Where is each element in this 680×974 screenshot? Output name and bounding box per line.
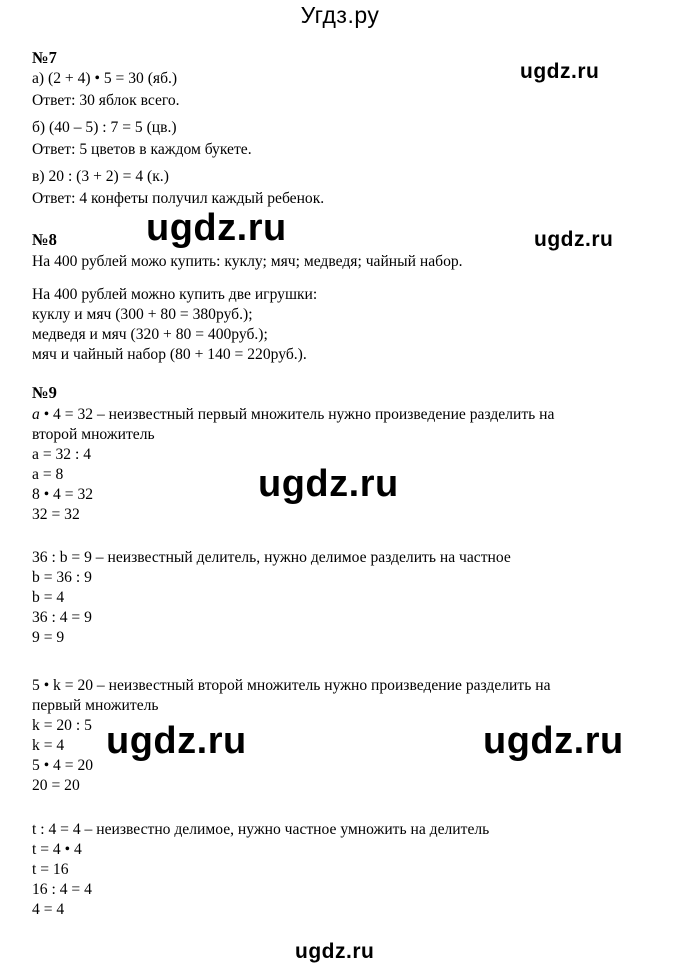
task-8-line-3: куклу и мяч (300 + 80 = 380руб.); xyxy=(32,306,253,323)
task-9a-check-1: 8 • 4 = 32 xyxy=(32,486,94,503)
task-9-heading: №9 xyxy=(32,383,57,402)
task-9d-statement: t : 4 = 4 – неизвестно делимое, нужно частное умножить на делитель xyxy=(32,821,490,838)
task-7a-answer: Ответ: 30 яблок всего. xyxy=(32,92,180,109)
task-9a-statement-cont: второй множитель xyxy=(32,426,155,443)
watermark: ugdz.ru xyxy=(295,940,375,963)
watermark: ugdz.ru xyxy=(106,720,247,762)
task-7-heading: №7 xyxy=(32,48,57,67)
task-9c-statement-cont: первый множитель xyxy=(32,697,159,714)
task-9d-check-1: 16 : 4 = 4 xyxy=(32,881,92,898)
task-8-line-4: медведя и мяч (320 + 80 = 400руб.); xyxy=(32,326,268,343)
watermark: ugdz.ru xyxy=(258,463,399,505)
task-9b-check-2: 9 = 9 xyxy=(32,629,65,646)
watermark: ugdz.ru xyxy=(483,720,624,762)
watermark: ugdz.ru xyxy=(534,228,614,251)
task-9a-statement-text: • 4 = 32 – неизвестный первый множитель нужно произведение разделить на xyxy=(43,406,555,423)
task-8-heading: №8 xyxy=(32,230,57,249)
task-9b-step-1: b = 36 : 9 xyxy=(32,569,92,586)
task-9c-statement: 5 • k = 20 – неизвестный второй множитель нужно произведение разделить на xyxy=(32,677,551,694)
task-9a-check-2: 32 = 32 xyxy=(32,506,80,523)
task-7c-answer: Ответ: 4 конфеты получил каждый ребенок. xyxy=(32,190,325,207)
task-9c-step-1: k = 20 : 5 xyxy=(32,717,92,734)
task-7b-answer: Ответ: 5 цветов в каждом букете. xyxy=(32,141,252,158)
variable-a: a xyxy=(32,406,40,423)
task-8-line-5: мяч и чайный набор (80 + 140 = 220руб.). xyxy=(32,346,307,363)
site-title: Угдз.ру xyxy=(300,2,380,28)
task-7b-equation: б) (40 – 5) : 7 = 5 (цв.) xyxy=(32,119,177,136)
task-9a-step-2: a = 8 xyxy=(32,466,64,483)
task-9a-step-1: a = 32 : 4 xyxy=(32,446,92,463)
task-9d-check-2: 4 = 4 xyxy=(32,901,65,918)
task-9c-step-2: k = 4 xyxy=(32,737,65,754)
watermark: ugdz.ru xyxy=(520,60,600,83)
task-9b-step-2: b = 4 xyxy=(32,589,65,606)
task-9d-step-1: t = 4 • 4 xyxy=(32,841,82,858)
task-7a-equation: а) (2 + 4) • 5 = 30 (яб.) xyxy=(32,70,178,87)
task-9b-statement: 36 : b = 9 – неизвестный делитель, нужно делимое разделить на частное xyxy=(32,549,511,566)
task-9c-check-2: 20 = 20 xyxy=(32,777,80,794)
task-9a-statement xyxy=(32,405,554,424)
task-9c-check-1: 5 • 4 = 20 xyxy=(32,757,94,774)
task-9d-step-2: t = 16 xyxy=(32,861,69,878)
task-9b-check-1: 36 : 4 = 9 xyxy=(32,609,92,626)
task-7c-equation: в) 20 : (3 + 2) = 4 (к.) xyxy=(32,168,169,185)
task-8-line-2: На 400 рублей можно купить две игрушки: xyxy=(32,286,318,303)
watermark: ugdz.ru xyxy=(146,207,287,249)
task-8-line-1: На 400 рублей можо купить: куклу; мяч; медведя; чайный набор. xyxy=(32,253,463,270)
